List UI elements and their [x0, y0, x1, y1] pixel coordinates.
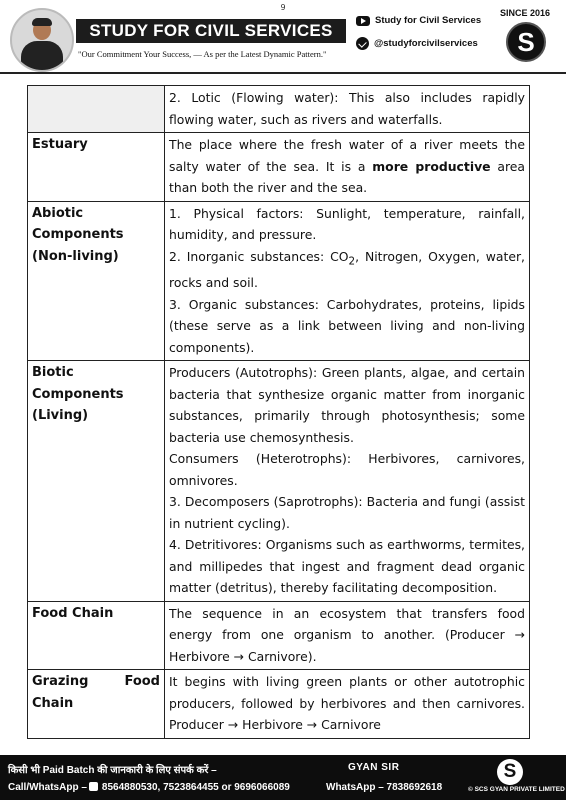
description-text: 3. Decomposers (Saprotrophs): Bacteria and fungi (assist in nutrient cycling).	[169, 494, 525, 531]
term-cell	[28, 601, 165, 670]
telegram-label: @studyforcivilservices	[374, 38, 478, 49]
author-avatar	[10, 8, 74, 72]
description-segment: 2. Inorganic substances: CO	[169, 248, 349, 264]
term-cell	[28, 201, 165, 361]
description-cell	[165, 670, 530, 739]
description-text: The sequence in an ecosystem that transfers food energy from one organism to another. (Producer → Herbivore → Carnivore).	[169, 605, 525, 664]
description-segment: The place where the fresh water of a river meets the salty water of the sea. It is a	[169, 137, 525, 174]
term-label: Chain	[32, 695, 74, 711]
table-row	[28, 361, 530, 602]
brand-logo: S	[506, 22, 546, 62]
term-label: Components	[32, 386, 124, 402]
description-text: 3. Organic substances: Carbohydrates, proteins, lipids (these serve as a link between living and non-living components).	[169, 296, 525, 355]
term-word: Food	[124, 674, 160, 690]
term-cell	[28, 133, 165, 202]
description-text	[169, 246, 525, 294]
table-row	[28, 601, 530, 670]
description-text: Producers (Autotrophs): Green plants, algae, and certain bacteria that synthesize organic matter from inorganic substances, primarily through photosynthesis; some bacteria use chemosynthesis.	[169, 365, 525, 445]
description-cell	[165, 86, 530, 133]
description-cell	[165, 601, 530, 670]
description-text: 4. Detritivores: Organisms such as earthworms, termites, and millipedes that ingest and fragment dead organic matter (detritus), thereby facilitating decomposition.	[169, 537, 525, 596]
description-text	[169, 134, 525, 199]
page-number: 9	[280, 3, 286, 12]
term-label: Estuary	[32, 137, 88, 152]
description-segment: area than both the river and the sea.	[169, 158, 525, 195]
company-name: © SCS GYAN PRIVATE LIMITED	[468, 786, 565, 793]
term-label-line	[32, 671, 160, 693]
youtube-link[interactable]	[356, 15, 481, 26]
youtube-label: Study for Civil Services	[375, 15, 482, 26]
footer-logo: S	[497, 759, 523, 785]
brand-title: STUDY FOR CIVIL SERVICES	[76, 19, 346, 43]
term-cell	[28, 670, 165, 739]
footer-contact-text: किसी भी Paid Batch की जानकारी के लिए संपर्क करें –	[8, 765, 217, 776]
call-numbers[interactable]: 8564880530, 7523864455 or 9696066089	[101, 782, 290, 793]
table-row	[28, 201, 530, 361]
term-label: (Non-living)	[32, 248, 119, 264]
header-divider	[0, 72, 566, 74]
term-label: Abiotic	[32, 205, 84, 221]
term-label: (Living)	[32, 408, 89, 424]
footer-call-line	[8, 782, 290, 793]
youtube-icon	[356, 16, 370, 26]
subscript: 2	[348, 254, 356, 267]
avatar-hair-shape	[32, 18, 52, 26]
term-cell	[28, 361, 165, 602]
table-row	[28, 86, 530, 133]
description-text: It begins with living green plants or other autotrophic producers, followed by herbivores and then carnivores. Producer → Herbivore → Carnivore	[169, 674, 525, 733]
table-row	[28, 670, 530, 739]
whatsapp-number[interactable]: WhatsApp – 7838692618	[326, 782, 443, 793]
teacher-name: GYAN SIR	[348, 762, 400, 773]
ecosystem-terms-table	[27, 85, 530, 739]
description-cell	[165, 361, 530, 602]
description-cell	[165, 201, 530, 361]
description-emphasis: more productive	[372, 158, 491, 174]
term-word: Grazing	[32, 674, 89, 690]
avatar-body-shape	[21, 41, 63, 71]
term-label: Components	[32, 227, 124, 242]
table-row	[28, 133, 530, 202]
description-text: Consumers (Heterotrophs): Herbivores, carnivores, omnivores.	[169, 451, 525, 488]
description-text: 1. Physical factors: Sunlight, temperature, rainfall, humidity, and pressure.	[169, 205, 525, 242]
description-segment: , Nitrogen, Oxygen, water, rocks and soil.	[169, 248, 526, 291]
brand-tagline: "Our Commitment Your Success, — As per the Latest Dynamic Pattern."	[78, 49, 327, 59]
term-cell	[28, 86, 165, 133]
since-badge: SINCE 2016	[499, 8, 550, 18]
telegram-link[interactable]	[356, 37, 478, 50]
footer-bar	[0, 755, 566, 800]
description-text: 2. Lotic (Flowing water): This also includes rapidly flowing water, such as rivers and waterfalls.	[169, 90, 525, 127]
telegram-icon	[356, 37, 369, 50]
phone-icon	[89, 782, 98, 791]
term-label: Biotic	[32, 365, 74, 381]
term-label: Food Chain	[32, 605, 114, 621]
description-cell	[165, 133, 530, 202]
call-label: Call/WhatsApp –	[8, 782, 87, 793]
